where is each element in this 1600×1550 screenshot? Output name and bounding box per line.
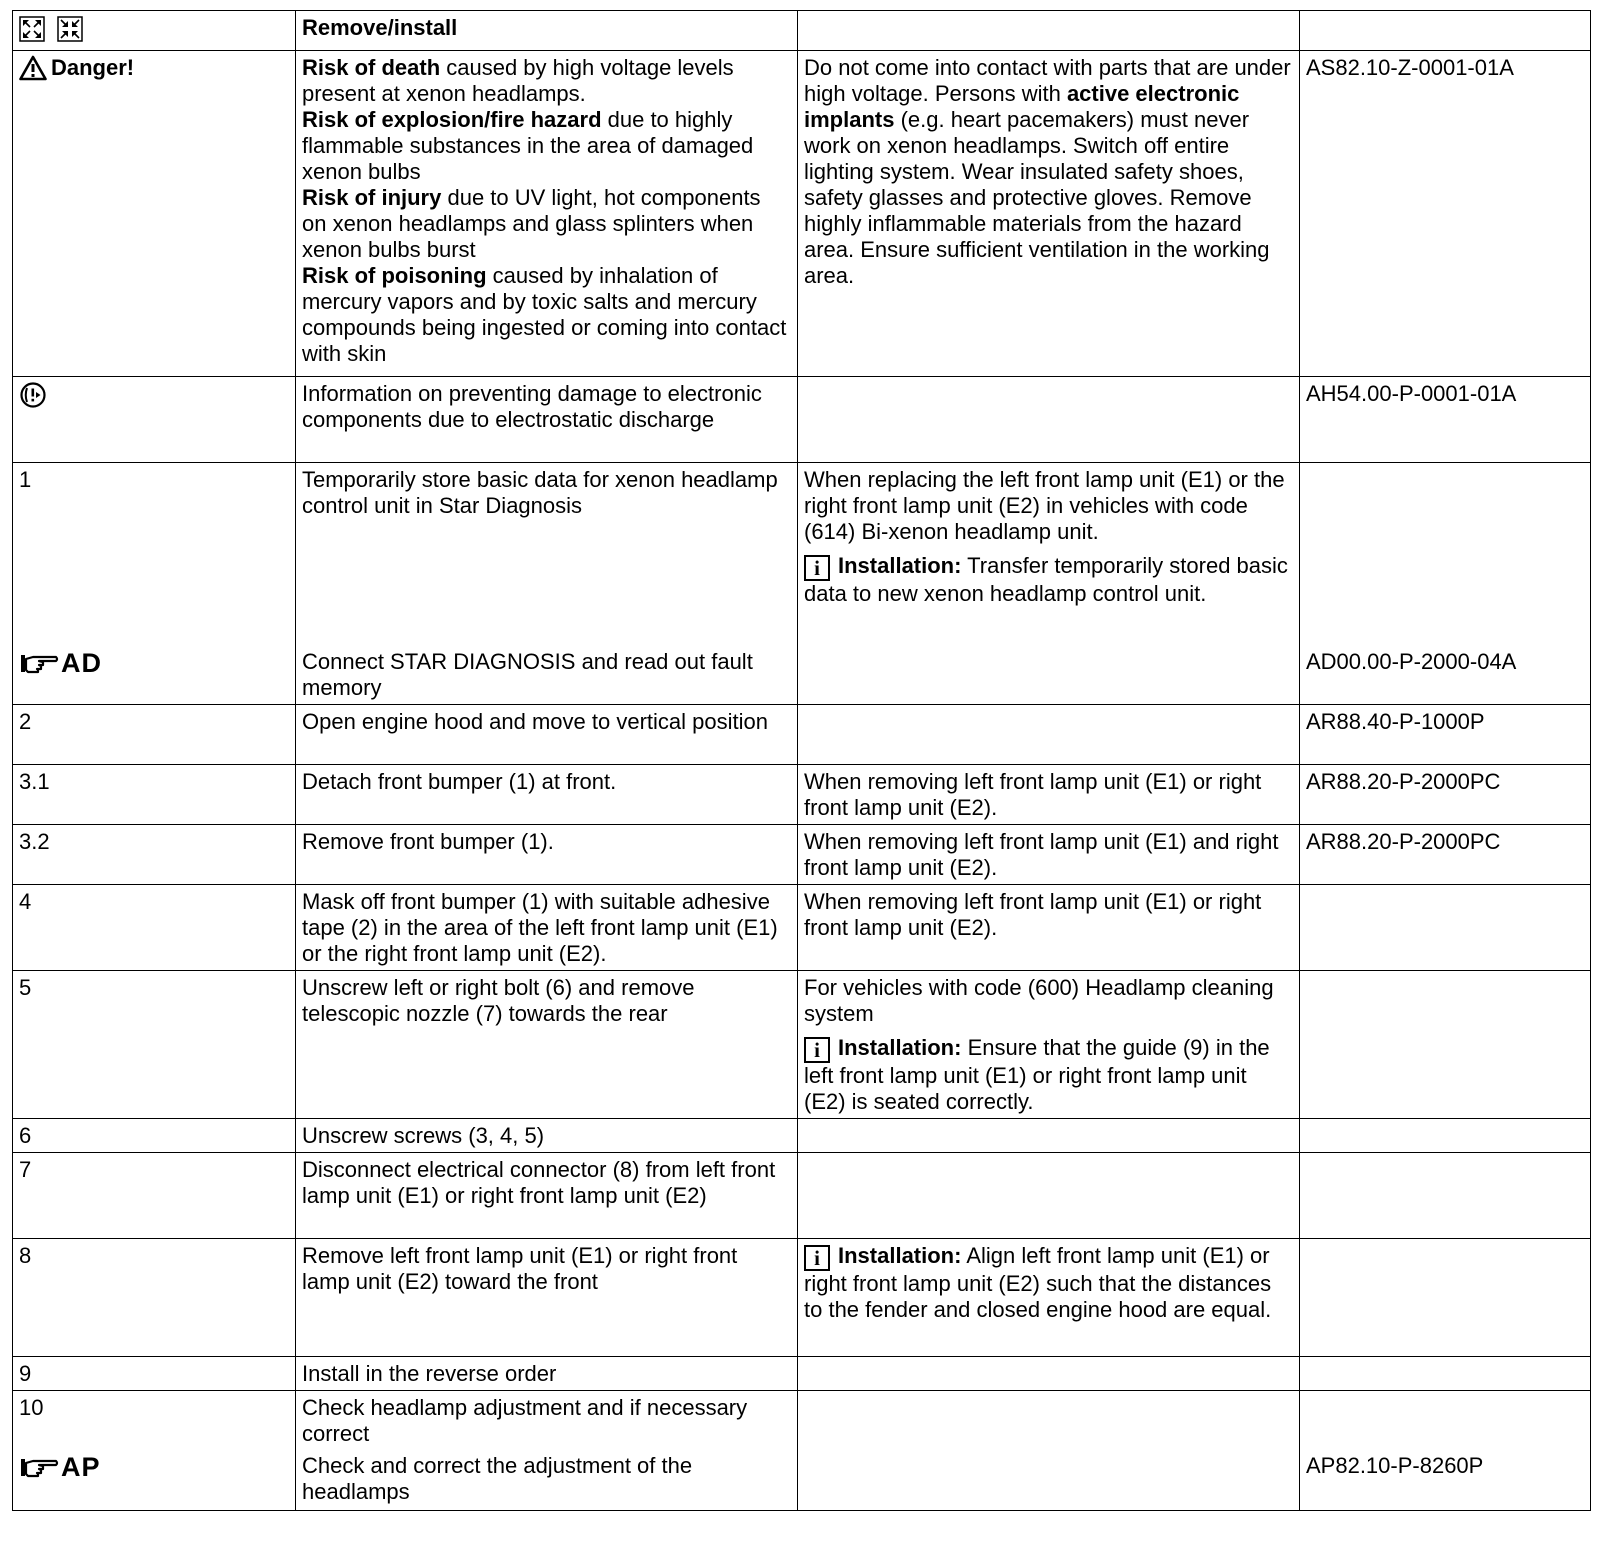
- step-ref[interactable]: AR88.20-P-2000PC: [1300, 825, 1591, 885]
- step-row-8: [13, 1239, 1591, 1357]
- step-number: 7: [13, 1153, 296, 1239]
- step-text-cell: [296, 1391, 798, 1511]
- ap-ref[interactable]: AP82.10-P-8260P: [1306, 1453, 1484, 1478]
- info-icon: i: [804, 1037, 830, 1063]
- step-row-6: [13, 1119, 1591, 1153]
- step-empty-note: [798, 1357, 1300, 1391]
- step-row-3-1: [13, 765, 1591, 825]
- step-empty-ref: [1300, 1239, 1591, 1357]
- esd-warning-icon: [19, 381, 47, 409]
- esd-ref[interactable]: AH54.00-P-0001-01A: [1300, 377, 1591, 463]
- step-empty-note: [798, 705, 1300, 765]
- step-text: Remove front bumper (1).: [296, 825, 798, 885]
- step-text: Unscrew screws (3, 4, 5): [296, 1119, 798, 1153]
- step-text: Install in the reverse order: [296, 1357, 798, 1391]
- step-text: Open engine hood and move to vertical position: [296, 705, 798, 765]
- danger-ref[interactable]: AS82.10-Z-0001-01A: [1300, 51, 1591, 377]
- header-empty-ref: [1300, 11, 1591, 51]
- step-empty-ref: [1300, 1357, 1591, 1391]
- danger-risks-cell: [296, 51, 798, 377]
- step-ref-cell: [1300, 463, 1591, 705]
- step-note-cell: [798, 971, 1300, 1119]
- step-text: Detach front bumper (1) at front.: [296, 765, 798, 825]
- header-empty-note: [798, 11, 1300, 51]
- header-icons-cell: [13, 11, 296, 51]
- step-number: 4: [13, 885, 296, 971]
- ap-text: Check and correct the adjustment of the headlamps: [302, 1453, 693, 1504]
- ad-ref[interactable]: AD00.00-P-2000-04A: [1306, 649, 1517, 674]
- step-number: 6: [13, 1119, 296, 1153]
- pointing-hand-icon: [19, 1455, 59, 1479]
- risk-poisoning: Risk of poisoning caused by inhalation of mercury vapors and by toxic salts and mercury compounds being ingested or coming into contact with skin: [302, 263, 787, 366]
- pointing-hand-icon: [19, 651, 59, 675]
- warning-icon: [19, 55, 47, 81]
- step-empty-ref: [1300, 1119, 1591, 1153]
- step-row-3-2: [13, 825, 1591, 885]
- ad-text: Connect STAR DIAGNOSIS and read out fault memory: [302, 649, 753, 700]
- esd-empty-note: [798, 377, 1300, 463]
- step-text-cell: [296, 463, 798, 705]
- procedure-table: [12, 10, 1591, 1511]
- step-row-1: [13, 463, 1591, 705]
- step-empty-ref: [1300, 1153, 1591, 1239]
- esd-text: Information on preventing damage to electronic components due to electrostatic discharge: [296, 377, 798, 463]
- step-row-9: [13, 1357, 1591, 1391]
- step-empty-ref: [1300, 885, 1591, 971]
- step-text: Mask off front bumper (1) with suitable adhesive tape (2) in the area of the left front lamp unit (E1) or the right front lamp unit (E2).: [296, 885, 798, 971]
- step-number: 9: [13, 1357, 296, 1391]
- step-ref-cell: [1300, 1391, 1591, 1511]
- install-note: i Installation: Transfer temporarily stored basic data to new xenon headlamp control unit.: [804, 553, 1288, 606]
- step-text: Temporarily store basic data for xenon headlamp control unit in Star Diagnosis: [302, 467, 778, 518]
- step-row-7: [13, 1153, 1591, 1239]
- step-text: Unscrew left or right bolt (6) and remove telescopic nozzle (7) towards the rear: [296, 971, 798, 1119]
- install-note: i Installation: Ensure that the guide (9) in the left front lamp unit (E1) or right front lamp unit (E2) is seated correctly.: [804, 1035, 1270, 1114]
- step-number: 3.1: [13, 765, 296, 825]
- step-num-cell: [13, 463, 296, 705]
- header-title: Remove/install: [296, 11, 798, 51]
- risk-explosion: Risk of explosion/fire hazard due to highly flammable substances in the area of damaged xenon bulbs: [302, 107, 754, 184]
- danger-note-cell: Do not come into contact with parts that are under high voltage. Persons with active electronic implants (e.g. heart pacemakers) must never work on xenon headlamps. Switch off entire lighting system. Wear insulated safety shoes, safety glasses and protective gloves. Remove highly inflammable materials from the hazard area. Ensure sufficient ventilation in the working area.: [798, 51, 1300, 377]
- danger-label: Danger!: [51, 55, 135, 80]
- step-empty-ref: [1300, 971, 1591, 1119]
- step-note-cell: [798, 463, 1300, 705]
- step-ref[interactable]: AR88.40-P-1000P: [1300, 705, 1591, 765]
- info-icon: i: [804, 1245, 830, 1271]
- step-number: 8: [13, 1239, 296, 1357]
- step-note: For vehicles with code (600) Headlamp cleaning system: [804, 975, 1274, 1026]
- danger-label-cell: [13, 51, 296, 377]
- ap-label: AP: [61, 1452, 101, 1483]
- ad-marker: [19, 648, 289, 679]
- risk-death: Risk of death caused by high voltage levels present at xenon headlamps.: [302, 55, 734, 106]
- ap-marker: [19, 1452, 289, 1483]
- esd-row: [13, 377, 1591, 463]
- step-ref[interactable]: AR88.20-P-2000PC: [1300, 765, 1591, 825]
- step-row-4: [13, 885, 1591, 971]
- step-note-cell: [798, 1239, 1300, 1357]
- step-number: 10: [19, 1395, 44, 1420]
- step-number: 1: [19, 467, 32, 492]
- step-empty-note: [798, 1153, 1300, 1239]
- danger-row: [13, 51, 1591, 377]
- step-number: 3.2: [13, 825, 296, 885]
- step-note: When removing left front lamp unit (E1) or right front lamp unit (E2).: [798, 765, 1300, 825]
- info-icon: i: [804, 555, 830, 581]
- step-row-2: [13, 705, 1591, 765]
- step-note: When removing left front lamp unit (E1) and right front lamp unit (E2).: [798, 825, 1300, 885]
- step-note: When replacing the left front lamp unit (E1) or the right front lamp unit (E2) in vehicles with code (614) Bi-xenon headlamp unit.: [804, 467, 1285, 544]
- step-row-10: [13, 1391, 1591, 1511]
- step-number: 5: [13, 971, 296, 1119]
- step-empty-note: [798, 1391, 1300, 1511]
- step-note: When removing left front lamp unit (E1) or right front lamp unit (E2).: [798, 885, 1300, 971]
- risk-injury: Risk of injury due to UV light, hot components on xenon headlamps and glass splinters when xenon bulbs burst: [302, 185, 761, 262]
- step-number: 2: [13, 705, 296, 765]
- expand-icon[interactable]: [19, 16, 45, 42]
- step-text: Check headlamp adjustment and if necessary correct: [302, 1395, 748, 1446]
- step-row-5: [13, 971, 1591, 1119]
- esd-icon-cell: [13, 377, 296, 463]
- step-text: Disconnect electrical connector (8) from left front lamp unit (E1) or right front lamp unit (E2): [296, 1153, 798, 1239]
- collapse-icon[interactable]: [57, 16, 83, 42]
- step-empty-note: [798, 1119, 1300, 1153]
- step-num-cell: [13, 1391, 296, 1511]
- install-note: i Installation: Align left front lamp unit (E1) or right front lamp unit (E2) such that the distances to the fender and closed engine hood are equal.: [804, 1243, 1272, 1322]
- ad-label: AD: [61, 648, 102, 679]
- header-row: [13, 11, 1591, 51]
- step-text: Remove left front lamp unit (E1) or right front lamp unit (E2) toward the front: [296, 1239, 798, 1357]
